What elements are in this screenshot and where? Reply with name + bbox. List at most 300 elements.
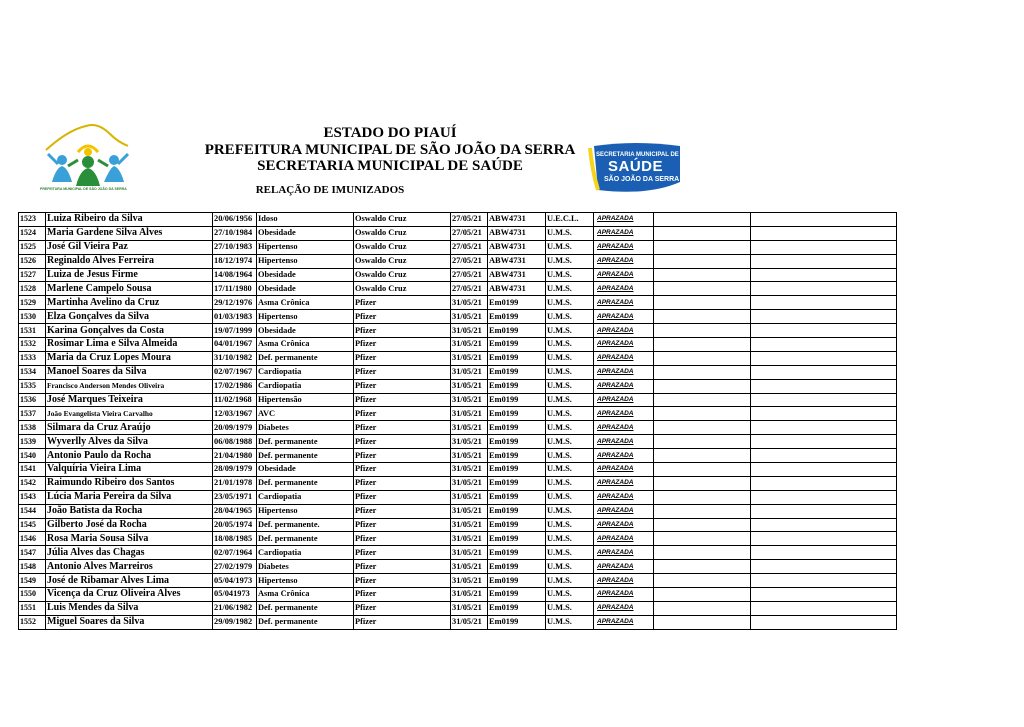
table-row bbox=[19, 476, 897, 490]
vaccine-cell: Pfizer bbox=[354, 518, 451, 532]
birth-date-cell: 18/08/1985 bbox=[213, 532, 257, 546]
status-badge-cell: APRAZADA bbox=[594, 310, 654, 324]
condition-cell: Def. permanente bbox=[257, 615, 354, 629]
vaccine-cell: Pfizer bbox=[354, 379, 451, 393]
lot-number-cell: Em0199 bbox=[488, 463, 546, 477]
lot-number-cell: Em0199 bbox=[488, 615, 546, 629]
empty-cell bbox=[751, 504, 897, 518]
application-date-cell: 31/05/21 bbox=[451, 518, 488, 532]
vaccine-cell: Oswaldo Cruz bbox=[354, 240, 451, 254]
birth-date-cell: 21/04/1980 bbox=[213, 449, 257, 463]
application-date-cell: 31/05/21 bbox=[451, 490, 488, 504]
table-row bbox=[19, 296, 897, 310]
empty-cell bbox=[654, 379, 751, 393]
lot-number-cell: Em0199 bbox=[488, 351, 546, 365]
status-badge-cell: APRAZADA bbox=[594, 351, 654, 365]
application-date-cell: 31/05/21 bbox=[451, 463, 488, 477]
patient-name-cell: Valquíria Vieira Lima bbox=[46, 463, 213, 477]
birth-date-cell: 27/02/1979 bbox=[213, 560, 257, 574]
empty-cell bbox=[654, 351, 751, 365]
status-badge-cell: APRAZADA bbox=[594, 518, 654, 532]
condition-cell: Obesidade bbox=[257, 324, 354, 338]
secretaria-logo-city: SÃO JOÃO DA SERRA bbox=[604, 176, 680, 183]
table-row bbox=[19, 532, 897, 546]
empty-cell bbox=[751, 463, 897, 477]
birth-date-cell: 12/03/1967 bbox=[213, 407, 257, 421]
empty-cell bbox=[654, 338, 751, 352]
patient-name-cell: Raimundo Ribeiro dos Santos bbox=[46, 476, 213, 490]
vaccine-cell: Pfizer bbox=[354, 588, 451, 602]
table-row bbox=[19, 449, 897, 463]
document-header bbox=[0, 0, 1024, 210]
row-number-cell: 1525 bbox=[19, 240, 46, 254]
row-number-cell: 1548 bbox=[19, 560, 46, 574]
row-number-cell: 1527 bbox=[19, 268, 46, 282]
condition-cell: Cardiopatia bbox=[257, 365, 354, 379]
table-row bbox=[19, 338, 897, 352]
patient-name-cell: Júlia Alves das Chagas bbox=[46, 546, 213, 560]
condition-cell: Def. permanente bbox=[257, 532, 354, 546]
application-date-cell: 31/05/21 bbox=[451, 588, 488, 602]
status-badge-cell: APRAZADA bbox=[594, 601, 654, 615]
condition-cell: Obesidade bbox=[257, 282, 354, 296]
lot-number-cell: Em0199 bbox=[488, 296, 546, 310]
empty-cell bbox=[654, 560, 751, 574]
status-badge-cell: APRAZADA bbox=[594, 379, 654, 393]
empty-cell bbox=[654, 310, 751, 324]
birth-date-cell: 31/10/1982 bbox=[213, 351, 257, 365]
empty-cell bbox=[654, 449, 751, 463]
health-unit-cell: U.M.S. bbox=[546, 268, 594, 282]
vaccine-cell: Pfizer bbox=[354, 574, 451, 588]
vaccine-cell: Pfizer bbox=[354, 296, 451, 310]
birth-date-cell: 05/041973 bbox=[213, 588, 257, 602]
condition-cell: Hipertensão bbox=[257, 393, 354, 407]
status-badge-cell: APRAZADA bbox=[594, 476, 654, 490]
condition-cell: Obesidade bbox=[257, 226, 354, 240]
table-row bbox=[19, 310, 897, 324]
vaccine-cell: Pfizer bbox=[354, 338, 451, 352]
empty-cell bbox=[751, 435, 897, 449]
condition-cell: Hipertenso bbox=[257, 240, 354, 254]
vaccine-cell: Pfizer bbox=[354, 393, 451, 407]
vaccine-cell: Oswaldo Cruz bbox=[354, 282, 451, 296]
health-unit-cell: U.M.S. bbox=[546, 351, 594, 365]
application-date-cell: 27/05/21 bbox=[451, 282, 488, 296]
row-number-cell: 1547 bbox=[19, 546, 46, 560]
empty-cell bbox=[751, 518, 897, 532]
vaccine-cell: Oswaldo Cruz bbox=[354, 268, 451, 282]
empty-cell bbox=[751, 560, 897, 574]
empty-cell bbox=[654, 240, 751, 254]
patient-name-cell: José de Ribamar Alves Lima bbox=[46, 574, 213, 588]
health-unit-cell: U.M.S. bbox=[546, 226, 594, 240]
patient-name-cell: Lúcia Maria Pereira da Silva bbox=[46, 490, 213, 504]
health-unit-cell: U.M.S. bbox=[546, 490, 594, 504]
patient-name-cell: Karina Gonçalves da Costa bbox=[46, 324, 213, 338]
empty-cell bbox=[654, 532, 751, 546]
row-number-cell: 1536 bbox=[19, 393, 46, 407]
empty-cell bbox=[654, 490, 751, 504]
condition-cell: Asma Crônica bbox=[257, 338, 354, 352]
row-number-cell: 1526 bbox=[19, 254, 46, 268]
lot-number-cell: ABW4731 bbox=[488, 226, 546, 240]
row-number-cell: 1523 bbox=[19, 213, 46, 227]
empty-cell bbox=[654, 407, 751, 421]
patient-name-cell: Maria Gardene Silva Alves bbox=[46, 226, 213, 240]
empty-cell bbox=[654, 393, 751, 407]
health-unit-cell: U.M.S. bbox=[546, 365, 594, 379]
status-badge-cell: APRAZADA bbox=[594, 615, 654, 629]
status-badge-cell: APRAZADA bbox=[594, 560, 654, 574]
vaccine-cell: Pfizer bbox=[354, 365, 451, 379]
vaccine-cell: Pfizer bbox=[354, 490, 451, 504]
empty-cell bbox=[654, 463, 751, 477]
application-date-cell: 31/05/21 bbox=[451, 574, 488, 588]
row-number-cell: 1534 bbox=[19, 365, 46, 379]
empty-cell bbox=[654, 588, 751, 602]
health-unit-cell: U.M.S. bbox=[546, 546, 594, 560]
status-badge-cell: APRAZADA bbox=[594, 365, 654, 379]
header-state: ESTADO DO PIAUÍ bbox=[323, 125, 457, 141]
health-unit-cell: U.M.S. bbox=[546, 407, 594, 421]
empty-cell bbox=[751, 421, 897, 435]
table-row bbox=[19, 254, 897, 268]
row-number-cell: 1549 bbox=[19, 574, 46, 588]
status-badge-cell: APRAZADA bbox=[594, 435, 654, 449]
empty-cell bbox=[751, 254, 897, 268]
row-number-cell: 1532 bbox=[19, 338, 46, 352]
application-date-cell: 27/05/21 bbox=[451, 226, 488, 240]
table-row bbox=[19, 407, 897, 421]
empty-cell bbox=[751, 282, 897, 296]
status-badge-cell: APRAZADA bbox=[594, 226, 654, 240]
empty-cell bbox=[654, 282, 751, 296]
application-date-cell: 31/05/21 bbox=[451, 546, 488, 560]
health-unit-cell: U.M.S. bbox=[546, 463, 594, 477]
row-number-cell: 1551 bbox=[19, 601, 46, 615]
birth-date-cell: 27/10/1984 bbox=[213, 226, 257, 240]
empty-cell bbox=[654, 365, 751, 379]
health-unit-cell: U.M.S. bbox=[546, 560, 594, 574]
empty-cell bbox=[654, 574, 751, 588]
status-badge-cell: APRAZADA bbox=[594, 490, 654, 504]
health-unit-cell: U.M.S. bbox=[546, 615, 594, 629]
empty-cell bbox=[751, 338, 897, 352]
row-number-cell: 1546 bbox=[19, 532, 46, 546]
empty-cell bbox=[654, 226, 751, 240]
health-unit-cell: U.M.S. bbox=[546, 379, 594, 393]
birth-date-cell: 06/08/1988 bbox=[213, 435, 257, 449]
vaccine-cell: Pfizer bbox=[354, 532, 451, 546]
condition-cell: Asma Crônica bbox=[257, 588, 354, 602]
patient-name-cell: Marlene Campelo Sousa bbox=[46, 282, 213, 296]
empty-cell bbox=[751, 393, 897, 407]
vaccine-cell: Pfizer bbox=[354, 601, 451, 615]
birth-date-cell: 21/06/1982 bbox=[213, 601, 257, 615]
health-unit-cell: U.M.S. bbox=[546, 324, 594, 338]
empty-cell bbox=[654, 421, 751, 435]
immunized-table bbox=[18, 212, 897, 630]
health-unit-cell: U.M.S. bbox=[546, 240, 594, 254]
vaccine-cell: Oswaldo Cruz bbox=[354, 213, 451, 227]
application-date-cell: 27/05/21 bbox=[451, 268, 488, 282]
table-row bbox=[19, 268, 897, 282]
application-date-cell: 31/05/21 bbox=[451, 615, 488, 629]
patient-name-cell: Wyverlly Alves da Silva bbox=[46, 435, 213, 449]
condition-cell: Cardiopatia bbox=[257, 490, 354, 504]
application-date-cell: 31/05/21 bbox=[451, 393, 488, 407]
application-date-cell: 31/05/21 bbox=[451, 435, 488, 449]
empty-cell bbox=[654, 254, 751, 268]
birth-date-cell: 20/09/1979 bbox=[213, 421, 257, 435]
table-row bbox=[19, 393, 897, 407]
birth-date-cell: 29/12/1976 bbox=[213, 296, 257, 310]
patient-name-cell: Silmara da Cruz Araújo bbox=[46, 421, 213, 435]
application-date-cell: 31/05/21 bbox=[451, 351, 488, 365]
birth-date-cell: 14/08/1964 bbox=[213, 268, 257, 282]
empty-cell bbox=[654, 546, 751, 560]
patient-name-cell: Maria da Cruz Lopes Moura bbox=[46, 351, 213, 365]
condition-cell: Diabetes bbox=[257, 560, 354, 574]
patient-name-cell: Luiza Ribeiro da Silva bbox=[46, 213, 213, 227]
empty-cell bbox=[654, 435, 751, 449]
vaccine-cell: Pfizer bbox=[354, 324, 451, 338]
table-row bbox=[19, 588, 897, 602]
patient-name-cell: Luis Mendes da Silva bbox=[46, 601, 213, 615]
birth-date-cell: 23/05/1971 bbox=[213, 490, 257, 504]
condition-cell: Hipertenso bbox=[257, 310, 354, 324]
table-row bbox=[19, 240, 897, 254]
application-date-cell: 31/05/21 bbox=[451, 504, 488, 518]
application-date-cell: 31/05/21 bbox=[451, 532, 488, 546]
application-date-cell: 31/05/21 bbox=[451, 560, 488, 574]
birth-date-cell: 02/07/1967 bbox=[213, 365, 257, 379]
empty-cell bbox=[751, 490, 897, 504]
lot-number-cell: Em0199 bbox=[488, 338, 546, 352]
table-row bbox=[19, 213, 897, 227]
lot-number-cell: Em0199 bbox=[488, 518, 546, 532]
lot-number-cell: Em0199 bbox=[488, 407, 546, 421]
health-unit-cell: U.M.S. bbox=[546, 338, 594, 352]
row-number-cell: 1535 bbox=[19, 379, 46, 393]
application-date-cell: 31/05/21 bbox=[451, 407, 488, 421]
condition-cell: Def. permanente bbox=[257, 476, 354, 490]
health-unit-cell: U.M.S. bbox=[546, 532, 594, 546]
health-unit-cell: U.M.S. bbox=[546, 518, 594, 532]
application-date-cell: 31/05/21 bbox=[451, 324, 488, 338]
empty-cell bbox=[751, 351, 897, 365]
table-row bbox=[19, 518, 897, 532]
table-row bbox=[19, 490, 897, 504]
patient-name-cell: Elza Gonçalves da Silva bbox=[46, 310, 213, 324]
vaccine-cell: Oswaldo Cruz bbox=[354, 254, 451, 268]
empty-cell bbox=[654, 296, 751, 310]
birth-date-cell: 11/02/1968 bbox=[213, 393, 257, 407]
row-number-cell: 1540 bbox=[19, 449, 46, 463]
table-row bbox=[19, 379, 897, 393]
row-number-cell: 1541 bbox=[19, 463, 46, 477]
application-date-cell: 31/05/21 bbox=[451, 338, 488, 352]
secretaria-logo-line1: SECRETARIA MUNICIPAL DE bbox=[596, 152, 679, 158]
lot-number-cell: Em0199 bbox=[488, 532, 546, 546]
empty-cell bbox=[751, 240, 897, 254]
condition-cell: Idoso bbox=[257, 213, 354, 227]
patient-name-cell: Vicença da Cruz Oliveira Alves bbox=[46, 588, 213, 602]
table-row bbox=[19, 324, 897, 338]
lot-number-cell: ABW4731 bbox=[488, 268, 546, 282]
application-date-cell: 31/05/21 bbox=[451, 310, 488, 324]
status-badge-cell: APRAZADA bbox=[594, 324, 654, 338]
health-unit-cell: U.M.S. bbox=[546, 504, 594, 518]
lot-number-cell: Em0199 bbox=[488, 504, 546, 518]
condition-cell: Asma Crônica bbox=[257, 296, 354, 310]
empty-cell bbox=[751, 268, 897, 282]
table-row bbox=[19, 546, 897, 560]
prefeitura-logo-icon bbox=[38, 112, 138, 192]
patient-name-cell: João Evangelista Vieira Carvalho bbox=[46, 407, 213, 421]
health-unit-cell: U.M.S. bbox=[546, 310, 594, 324]
condition-cell: Hipertenso bbox=[257, 504, 354, 518]
lot-number-cell: ABW4731 bbox=[488, 240, 546, 254]
lot-number-cell: Em0199 bbox=[488, 560, 546, 574]
empty-cell bbox=[751, 379, 897, 393]
vaccine-cell: Pfizer bbox=[354, 476, 451, 490]
vaccine-cell: Pfizer bbox=[354, 504, 451, 518]
status-badge-cell: APRAZADA bbox=[594, 296, 654, 310]
health-unit-cell: U.M.S. bbox=[546, 254, 594, 268]
table-row bbox=[19, 226, 897, 240]
patient-name-cell: Gilberto José da Rocha bbox=[46, 518, 213, 532]
birth-date-cell: 19/07/1999 bbox=[213, 324, 257, 338]
row-number-cell: 1524 bbox=[19, 226, 46, 240]
health-unit-cell: U.M.S. bbox=[546, 393, 594, 407]
condition-cell: Hipertenso bbox=[257, 254, 354, 268]
header-prefeitura: PREFEITURA MUNICIPAL DE SÃO JOÃO DA SERRA bbox=[204, 142, 576, 158]
empty-cell bbox=[654, 324, 751, 338]
empty-cell bbox=[751, 226, 897, 240]
row-number-cell: 1533 bbox=[19, 351, 46, 365]
vaccine-cell: Pfizer bbox=[354, 463, 451, 477]
condition-cell: Cardiopatia bbox=[257, 546, 354, 560]
row-number-cell: 1529 bbox=[19, 296, 46, 310]
vaccine-cell: Pfizer bbox=[354, 449, 451, 463]
status-badge-cell: APRAZADA bbox=[594, 240, 654, 254]
health-unit-cell: U.M.S. bbox=[546, 588, 594, 602]
lot-number-cell: Em0199 bbox=[488, 546, 546, 560]
birth-date-cell: 01/03/1983 bbox=[213, 310, 257, 324]
empty-cell bbox=[654, 601, 751, 615]
health-unit-cell: U.E.C.L. bbox=[546, 213, 594, 227]
birth-date-cell: 21/01/1978 bbox=[213, 476, 257, 490]
health-unit-cell: U.M.S. bbox=[546, 601, 594, 615]
row-number-cell: 1544 bbox=[19, 504, 46, 518]
empty-cell bbox=[751, 407, 897, 421]
lot-number-cell: Em0199 bbox=[488, 476, 546, 490]
birth-date-cell: 17/02/1986 bbox=[213, 379, 257, 393]
application-date-cell: 31/05/21 bbox=[451, 449, 488, 463]
application-date-cell: 31/05/21 bbox=[451, 476, 488, 490]
birth-date-cell: 28/09/1979 bbox=[213, 463, 257, 477]
patient-name-cell: Luiza de Jesus Firme bbox=[46, 268, 213, 282]
vaccine-cell: Pfizer bbox=[354, 421, 451, 435]
application-date-cell: 31/05/21 bbox=[451, 601, 488, 615]
birth-date-cell: 20/05/1974 bbox=[213, 518, 257, 532]
status-badge-cell: APRAZADA bbox=[594, 282, 654, 296]
condition-cell: AVC bbox=[257, 407, 354, 421]
secretaria-saude-logo bbox=[588, 142, 684, 194]
lot-number-cell: Em0199 bbox=[488, 574, 546, 588]
vaccine-cell: Pfizer bbox=[354, 351, 451, 365]
row-number-cell: 1543 bbox=[19, 490, 46, 504]
empty-cell bbox=[654, 213, 751, 227]
status-badge-cell: APRAZADA bbox=[594, 421, 654, 435]
application-date-cell: 27/05/21 bbox=[451, 240, 488, 254]
status-badge-cell: APRAZADA bbox=[594, 504, 654, 518]
patient-name-cell: João Batista da Rocha bbox=[46, 504, 213, 518]
status-badge-cell: APRAZADA bbox=[594, 338, 654, 352]
lot-number-cell: Em0199 bbox=[488, 435, 546, 449]
empty-cell bbox=[654, 615, 751, 629]
empty-cell bbox=[654, 504, 751, 518]
health-unit-cell: U.M.S. bbox=[546, 574, 594, 588]
lot-number-cell: Em0199 bbox=[488, 421, 546, 435]
table-row bbox=[19, 601, 897, 615]
patient-name-cell: Antonio Paulo da Rocha bbox=[46, 449, 213, 463]
empty-cell bbox=[751, 546, 897, 560]
row-number-cell: 1539 bbox=[19, 435, 46, 449]
document-title: RELAÇÃO DE IMUNIZADOS bbox=[255, 184, 405, 196]
lot-number-cell: Em0199 bbox=[488, 379, 546, 393]
condition-cell: Diabetes bbox=[257, 421, 354, 435]
empty-cell bbox=[751, 324, 897, 338]
lot-number-cell: Em0199 bbox=[488, 393, 546, 407]
empty-cell bbox=[751, 365, 897, 379]
table-row bbox=[19, 504, 897, 518]
empty-cell bbox=[751, 213, 897, 227]
status-badge-cell: APRAZADA bbox=[594, 532, 654, 546]
status-badge-cell: APRAZADA bbox=[594, 254, 654, 268]
health-unit-cell: U.M.S. bbox=[546, 476, 594, 490]
vaccine-cell: Pfizer bbox=[354, 546, 451, 560]
condition-cell: Hipertenso bbox=[257, 574, 354, 588]
table-row bbox=[19, 351, 897, 365]
condition-cell: Def. permanente bbox=[257, 449, 354, 463]
health-unit-cell: U.M.S. bbox=[546, 282, 594, 296]
condition-cell: Def. permanente bbox=[257, 435, 354, 449]
status-badge-cell: APRAZADA bbox=[594, 393, 654, 407]
status-badge-cell: APRAZADA bbox=[594, 463, 654, 477]
row-number-cell: 1550 bbox=[19, 588, 46, 602]
birth-date-cell: 02/07/1964 bbox=[213, 546, 257, 560]
birth-date-cell: 29/09/1982 bbox=[213, 615, 257, 629]
empty-cell bbox=[654, 518, 751, 532]
vaccine-cell: Oswaldo Cruz bbox=[354, 226, 451, 240]
table-row bbox=[19, 560, 897, 574]
application-date-cell: 31/05/21 bbox=[451, 421, 488, 435]
birth-date-cell: 04/01/1967 bbox=[213, 338, 257, 352]
table-row bbox=[19, 435, 897, 449]
table-body bbox=[19, 213, 897, 630]
patient-name-cell: José Marques Teixeira bbox=[46, 393, 213, 407]
empty-cell bbox=[751, 601, 897, 615]
lot-number-cell: Em0199 bbox=[488, 310, 546, 324]
empty-cell bbox=[751, 532, 897, 546]
lot-number-cell: Em0199 bbox=[488, 601, 546, 615]
lot-number-cell: ABW4731 bbox=[488, 213, 546, 227]
empty-cell bbox=[751, 296, 897, 310]
vaccine-cell: Pfizer bbox=[354, 560, 451, 574]
